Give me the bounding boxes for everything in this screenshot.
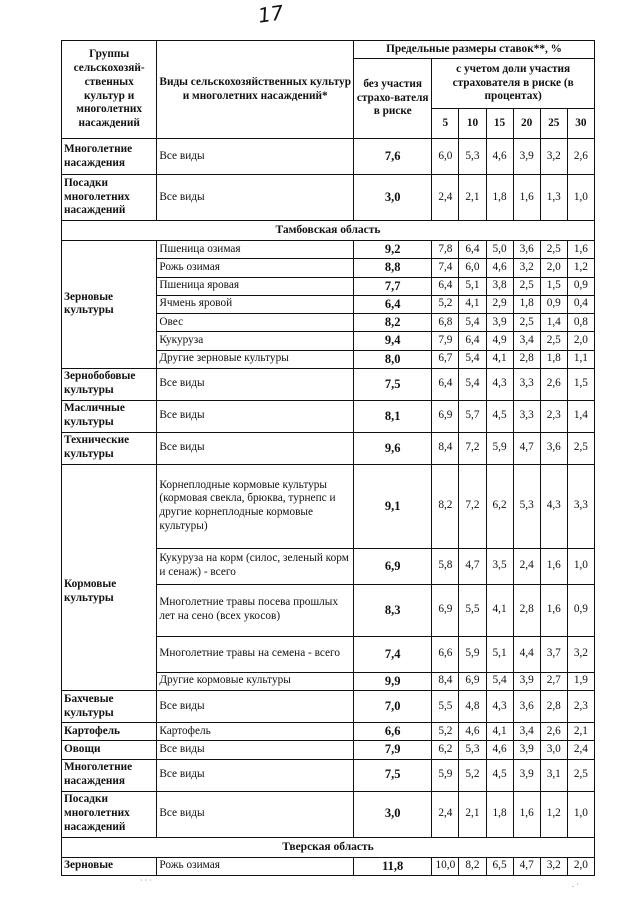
base-rate-cell: 8,2 [354, 314, 432, 332]
share-rate-cell: 6,0 [459, 259, 486, 277]
group-cell: Овощи [62, 741, 157, 759]
share-rate-cell: 5,2 [432, 723, 459, 741]
group-cell: Многолетние насаждения [62, 759, 157, 791]
share-rate-cell: 2,0 [567, 332, 594, 350]
base-rate-cell: 7,4 [354, 636, 432, 672]
share-rate-cell: 1,0 [567, 548, 594, 584]
share-rate-cell: 2,0 [540, 259, 567, 277]
share-rate-cell: 2,6 [567, 139, 594, 175]
share-rate-cell: 3,1 [540, 759, 567, 791]
header-groups: Группы сельскохозяй-ственных культур и многолетних насаждений [62, 41, 157, 139]
share-rate-cell: 6,2 [432, 741, 459, 759]
share-rate-cell: 2,5 [513, 277, 540, 295]
base-rate-cell: 6,6 [354, 723, 432, 741]
share-rate-cell: 2,8 [513, 350, 540, 368]
group-cell: Посадки многолетних насаждений [62, 791, 157, 837]
share-rate-cell: 4,5 [486, 759, 513, 791]
share-rate-cell: 2,4 [432, 791, 459, 837]
header-share-5: 5 [432, 109, 459, 139]
base-rate-cell: 3,0 [354, 791, 432, 837]
share-rate-cell: 6,9 [459, 672, 486, 690]
share-rate-cell: 6,9 [432, 584, 459, 636]
share-rate-cell: 4,3 [486, 368, 513, 400]
share-rate-cell: 3,9 [513, 672, 540, 690]
kind-cell: Все виды [157, 175, 354, 221]
share-rate-cell: 3,0 [540, 741, 567, 759]
group-cell: Зерновые [62, 857, 157, 875]
share-rate-cell: 5,2 [459, 759, 486, 791]
header-share-15: 15 [486, 109, 513, 139]
share-rate-cell: 5,8 [432, 548, 459, 584]
share-rate-cell: 1,3 [540, 175, 567, 221]
kind-cell: Пшеница озимая [157, 241, 354, 259]
base-rate-cell: 9,9 [354, 672, 432, 690]
share-rate-cell: 7,8 [432, 241, 459, 259]
base-rate-cell: 8,1 [354, 400, 432, 432]
share-rate-cell: 2,4 [567, 741, 594, 759]
share-rate-cell: 5,4 [486, 672, 513, 690]
base-rate-cell: 7,0 [354, 691, 432, 723]
header-share-20: 20 [513, 109, 540, 139]
share-rate-cell: 5,4 [459, 350, 486, 368]
share-rate-cell: 4,8 [459, 691, 486, 723]
kind-cell: Ячмень яровой [157, 295, 354, 313]
base-rate-cell: 11,8 [354, 857, 432, 875]
group-cell: Зернобобовые культуры [62, 368, 157, 400]
share-rate-cell: 5,5 [459, 584, 486, 636]
share-rate-cell: 2,1 [459, 175, 486, 221]
share-rate-cell: 4,4 [513, 636, 540, 672]
group-cell: Многолетние насаждения [62, 139, 157, 175]
table-row [62, 791, 595, 837]
kind-cell: Корнеплодные кормовые культуры (кормовая свекла, брюква, турнепс и другие корнеплодные кормовые культуры) [157, 464, 354, 548]
share-rate-cell: 1,1 [567, 350, 594, 368]
page-number: 17 [256, 0, 285, 28]
share-rate-cell: 1,4 [540, 314, 567, 332]
kind-cell: Картофель [157, 723, 354, 741]
share-rate-cell: 5,3 [459, 139, 486, 175]
table-row [62, 741, 595, 759]
share-rate-cell: 2,8 [513, 584, 540, 636]
base-rate-cell: 9,6 [354, 432, 432, 464]
share-rate-cell: 8,4 [432, 432, 459, 464]
header-without-share: без участия страхо-вателя в риске [354, 59, 432, 139]
share-rate-cell: 4,5 [486, 400, 513, 432]
base-rate-cell: 7,5 [354, 759, 432, 791]
kind-cell: Пшеница яровая [157, 277, 354, 295]
share-rate-cell: 6,4 [459, 241, 486, 259]
table-row [62, 432, 595, 464]
kind-cell: Кукуруза [157, 332, 354, 350]
share-rate-cell: 5,3 [459, 741, 486, 759]
share-rate-cell: 6,4 [432, 368, 459, 400]
share-rate-cell: 6,4 [432, 277, 459, 295]
share-rate-cell: 1,6 [567, 241, 594, 259]
share-rate-cell: 5,4 [459, 368, 486, 400]
group-cell: Посадки многолетних насаждений [62, 175, 157, 221]
kind-cell: Многолетние травы на семена - всего [157, 636, 354, 672]
share-rate-cell: 2,7 [540, 672, 567, 690]
share-rate-cell: 1,0 [567, 791, 594, 837]
table-row [62, 691, 595, 723]
share-rate-cell: 1,9 [567, 672, 594, 690]
share-rate-cell: 3,2 [513, 259, 540, 277]
share-rate-cell: 3,6 [513, 241, 540, 259]
kind-cell: Все виды [157, 741, 354, 759]
base-rate-cell: 7,5 [354, 368, 432, 400]
share-rate-cell: 4,1 [459, 295, 486, 313]
share-rate-cell: 4,3 [540, 464, 567, 548]
group-cell: Масличные культуры [62, 400, 157, 432]
scan-artifact: · · · [140, 876, 152, 885]
share-rate-cell: 4,3 [486, 691, 513, 723]
share-rate-cell: 3,6 [513, 691, 540, 723]
base-rate-cell: 6,9 [354, 548, 432, 584]
kind-cell: Все виды [157, 139, 354, 175]
kind-cell: Все виды [157, 368, 354, 400]
share-rate-cell: 2,5 [567, 759, 594, 791]
share-rate-cell: 7,2 [459, 464, 486, 548]
share-rate-cell: 1,4 [567, 400, 594, 432]
share-rate-cell: 1,5 [567, 368, 594, 400]
group-cell: Технические культуры [62, 432, 157, 464]
share-rate-cell: 2,6 [540, 723, 567, 741]
kind-cell: Кукуруза на корм (силос, зеленый корм и сенаж) - всего [157, 548, 354, 584]
share-rate-cell: 3,2 [567, 636, 594, 672]
share-rate-cell: 3,7 [540, 636, 567, 672]
region-row [62, 221, 595, 241]
share-rate-cell: 5,3 [513, 464, 540, 548]
region-row [62, 837, 595, 857]
share-rate-cell: 3,6 [540, 432, 567, 464]
region-title: Тверская область [62, 837, 595, 857]
share-rate-cell: 1,0 [567, 175, 594, 221]
share-rate-cell: 6,0 [432, 139, 459, 175]
table-row [62, 464, 595, 548]
table-row [62, 241, 595, 259]
group-cell: Бахчевые культуры [62, 691, 157, 723]
share-rate-cell: 2,1 [459, 791, 486, 837]
share-rate-cell: 2,5 [540, 332, 567, 350]
base-rate-cell: 9,1 [354, 464, 432, 548]
share-rate-cell: 6,8 [432, 314, 459, 332]
share-rate-cell: 2,4 [432, 175, 459, 221]
scan-artifact: . · [572, 880, 579, 889]
share-rate-cell: 0,4 [567, 295, 594, 313]
share-rate-cell: 3,9 [513, 139, 540, 175]
share-rate-cell: 4,7 [513, 432, 540, 464]
share-rate-cell: 4,6 [459, 723, 486, 741]
base-rate-cell: 9,2 [354, 241, 432, 259]
share-rate-cell: 2,6 [540, 368, 567, 400]
kind-cell: Овес [157, 314, 354, 332]
share-rate-cell: 0,8 [567, 314, 594, 332]
group-cell: Зерновые культуры [62, 241, 157, 369]
share-rate-cell: 8,4 [432, 672, 459, 690]
share-rate-cell: 8,2 [459, 857, 486, 875]
share-rate-cell: 0,9 [567, 584, 594, 636]
kind-cell: Все виды [157, 759, 354, 791]
share-rate-cell: 3,3 [513, 368, 540, 400]
kind-cell: Все виды [157, 691, 354, 723]
share-rate-cell: 6,9 [432, 400, 459, 432]
base-rate-cell: 7,9 [354, 741, 432, 759]
share-rate-cell: 4,9 [486, 332, 513, 350]
table-row [62, 368, 595, 400]
share-rate-cell: 2,5 [540, 241, 567, 259]
kind-cell: Другие кормовые культуры [157, 672, 354, 690]
share-rate-cell: 8,2 [432, 464, 459, 548]
share-rate-cell: 2,0 [567, 857, 594, 875]
header-share-30: 30 [567, 109, 594, 139]
share-rate-cell: 2,5 [513, 314, 540, 332]
base-rate-cell: 6,4 [354, 295, 432, 313]
base-rate-cell: 7,6 [354, 139, 432, 175]
header-share-25: 25 [540, 109, 567, 139]
share-rate-cell: 1,6 [513, 791, 540, 837]
kind-cell: Другие зерновые культуры [157, 350, 354, 368]
share-rate-cell: 7,9 [432, 332, 459, 350]
share-rate-cell: 6,2 [486, 464, 513, 548]
share-rate-cell: 5,5 [432, 691, 459, 723]
share-rate-cell: 6,4 [459, 332, 486, 350]
share-rate-cell: 5,4 [459, 314, 486, 332]
header-limits: Предельные размеры ставок**, % [354, 41, 595, 59]
base-rate-cell: 8,0 [354, 350, 432, 368]
share-rate-cell: 0,9 [540, 295, 567, 313]
share-rate-cell: 5,7 [459, 400, 486, 432]
share-rate-cell: 3,2 [540, 857, 567, 875]
kind-cell: Все виды [157, 791, 354, 837]
share-rate-cell: 3,8 [486, 277, 513, 295]
share-rate-cell: 1,2 [540, 791, 567, 837]
share-rate-cell: 2,9 [486, 295, 513, 313]
share-rate-cell: 1,8 [513, 295, 540, 313]
share-rate-cell: 3,9 [513, 741, 540, 759]
share-rate-cell: 3,5 [486, 548, 513, 584]
header-with-share: с учетом доли участия страхователя в риске (в процентах) [432, 59, 595, 109]
group-cell: Картофель [62, 723, 157, 741]
table-row [62, 175, 595, 221]
share-rate-cell: 3,2 [540, 139, 567, 175]
share-rate-cell: 1,8 [540, 350, 567, 368]
share-rate-cell: 7,2 [459, 432, 486, 464]
base-rate-cell: 7,7 [354, 277, 432, 295]
kind-cell: Рожь озимая [157, 259, 354, 277]
kind-cell: Многолетние травы посева прошлых лет на сено (всех укосов) [157, 584, 354, 636]
table-row [62, 400, 595, 432]
share-rate-cell: 1,8 [486, 791, 513, 837]
share-rate-cell: 4,6 [486, 139, 513, 175]
share-rate-cell: 1,6 [540, 584, 567, 636]
share-rate-cell: 3,4 [513, 332, 540, 350]
kind-cell: Рожь озимая [157, 857, 354, 875]
region-title: Тамбовская область [62, 221, 595, 241]
share-rate-cell: 2,8 [540, 691, 567, 723]
share-rate-cell: 3,4 [513, 723, 540, 741]
share-rate-cell: 4,7 [513, 857, 540, 875]
table-body [62, 139, 595, 876]
share-rate-cell: 5,2 [432, 295, 459, 313]
kind-cell: Все виды [157, 432, 354, 464]
share-rate-cell: 1,8 [486, 175, 513, 221]
insurance-rates-table [61, 40, 595, 876]
base-rate-cell: 9,4 [354, 332, 432, 350]
table-row [62, 759, 595, 791]
group-cell: Кормовые культуры [62, 464, 157, 690]
share-rate-cell: 4,1 [486, 584, 513, 636]
table-row [62, 857, 595, 875]
share-rate-cell: 0,9 [567, 277, 594, 295]
share-rate-cell: 10,0 [432, 857, 459, 875]
share-rate-cell: 1,2 [567, 259, 594, 277]
share-rate-cell: 2,5 [567, 432, 594, 464]
share-rate-cell: 5,9 [486, 432, 513, 464]
share-rate-cell: 4,6 [486, 259, 513, 277]
share-rate-cell: 5,9 [459, 636, 486, 672]
share-rate-cell: 6,6 [432, 636, 459, 672]
share-rate-cell: 7,4 [432, 259, 459, 277]
share-rate-cell: 4,7 [459, 548, 486, 584]
share-rate-cell: 1,6 [513, 175, 540, 221]
table-row [62, 723, 595, 741]
share-rate-cell: 6,7 [432, 350, 459, 368]
header-kinds: Виды сельскохозяйственных культур и многолетних насаждений* [157, 41, 354, 139]
share-rate-cell: 5,0 [486, 241, 513, 259]
share-rate-cell: 1,6 [540, 548, 567, 584]
share-rate-cell: 2,1 [567, 723, 594, 741]
share-rate-cell: 2,3 [540, 400, 567, 432]
table-row [62, 139, 595, 175]
share-rate-cell: 3,3 [513, 400, 540, 432]
base-rate-cell: 8,3 [354, 584, 432, 636]
share-rate-cell: 2,3 [567, 691, 594, 723]
header-share-10: 10 [459, 109, 486, 139]
base-rate-cell: 3,0 [354, 175, 432, 221]
share-rate-cell: 4,1 [486, 350, 513, 368]
table-header [62, 41, 595, 139]
share-rate-cell: 6,5 [486, 857, 513, 875]
share-rate-cell: 3,9 [513, 759, 540, 791]
share-rate-cell: 5,9 [432, 759, 459, 791]
share-rate-cell: 5,1 [486, 636, 513, 672]
share-rate-cell: 3,9 [486, 314, 513, 332]
base-rate-cell: 8,8 [354, 259, 432, 277]
share-rate-cell: 5,1 [459, 277, 486, 295]
share-rate-cell: 4,1 [486, 723, 513, 741]
share-rate-cell: 3,3 [567, 464, 594, 548]
share-rate-cell: 1,5 [540, 277, 567, 295]
share-rate-cell: 2,4 [513, 548, 540, 584]
share-rate-cell: 4,6 [486, 741, 513, 759]
kind-cell: Все виды [157, 400, 354, 432]
